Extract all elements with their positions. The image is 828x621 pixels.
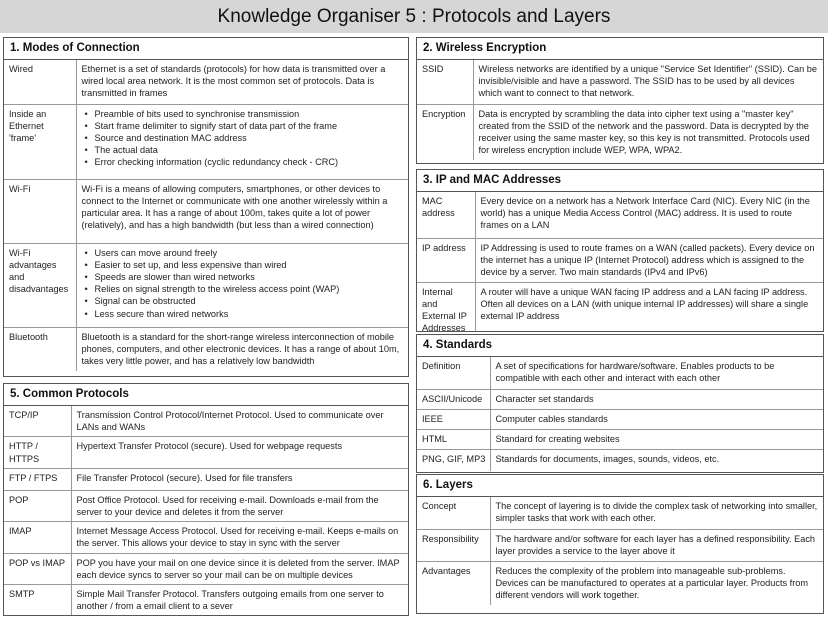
row-description: Wi-Fi is a means of allowing computers, smartphones, or other devices to connect to the Internet or communicate with one another wirelessly within a particular area. It has a range of about 100m, takes quite a lot of power (relatively), and has a high bandwidth (but less than a wired connection) bbox=[76, 179, 408, 243]
table-row bbox=[417, 409, 823, 429]
row-term: HTML bbox=[417, 429, 490, 449]
row-description: Ethernet is a set of standards (protocols) for how data is transmitted over a wired local area network. It is the most common set of protocols. Data is transmitted in frames bbox=[81, 64, 386, 99]
row-description: Standard for creating websites bbox=[490, 429, 823, 449]
bullet-list bbox=[82, 108, 405, 169]
bullet-item: • Start frame delimiter to signify start of data part of the frame bbox=[82, 120, 405, 132]
row-term: Wi-Fi bbox=[4, 179, 76, 243]
table-row bbox=[417, 238, 823, 282]
table-row bbox=[4, 522, 408, 553]
section-heading: 4. Standards bbox=[417, 335, 823, 357]
row-description: POP you have your mail on one device since it is deleted from the server. IMAP each device syncs to server so your mail can be on multiple devices bbox=[71, 553, 408, 584]
table-row bbox=[417, 497, 823, 529]
row-term: TCP/IP bbox=[4, 406, 71, 437]
row-description: Bluetooth is a standard for the short-range wireless interconnection of mobile phones, computers, and other electronic devices. It has a range of about 10m, takes very little power, and has a relatively low bandwidth bbox=[76, 327, 408, 371]
bullet-list bbox=[82, 247, 405, 320]
section-table bbox=[417, 60, 823, 160]
section-table bbox=[417, 192, 823, 332]
table-row bbox=[417, 529, 823, 561]
row-description: Character set standards bbox=[490, 389, 823, 409]
row-description: Hypertext Transfer Protocol (secure). Used for webpage requests bbox=[71, 437, 408, 468]
section-heading: 2. Wireless Encryption bbox=[417, 38, 823, 60]
row-bullet-list bbox=[76, 104, 408, 179]
row-term: Definition bbox=[417, 357, 490, 389]
row-description: The concept of layering is to divide the complex task of networking into smaller, simpler tasks that work with each other. bbox=[495, 501, 818, 524]
row-term: IP address bbox=[417, 238, 475, 282]
table-row bbox=[4, 179, 408, 243]
page-title: Knowledge Organiser 5 : Protocols and Layers bbox=[0, 0, 828, 33]
row-term: SMTP bbox=[4, 585, 71, 616]
row-description: Post Office Protocol. Used for receiving e-mail. Downloads e-mail from the server to your device and deletes it from the server bbox=[71, 490, 408, 521]
section-layers bbox=[416, 474, 824, 614]
row-description: Data is encrypted by scrambling the data into cipher text using a "master key" created from the SSID of the network and the password. Data is decrypted by the receiver using the same master key, so this key is not transmitted. Protocols used for wireless encryption include WEP, WPA, WPA2. bbox=[473, 104, 823, 160]
section-table bbox=[417, 497, 823, 605]
section-wireless-encryption bbox=[416, 37, 824, 164]
table-row bbox=[417, 561, 823, 605]
section-standards bbox=[416, 334, 824, 473]
table-row bbox=[4, 490, 408, 521]
table-row bbox=[417, 389, 823, 409]
row-description: Standards for documents, images, sounds, videos, etc. bbox=[490, 449, 823, 471]
row-term: Wi-Fi advantages and disadvantages bbox=[4, 243, 76, 327]
table-row bbox=[4, 327, 408, 371]
row-term: IMAP bbox=[4, 522, 71, 553]
table-row bbox=[4, 585, 408, 616]
section-heading: 3. IP and MAC Addresses bbox=[417, 170, 823, 192]
row-description: A router will have a unique WAN facing IP address and a LAN facing IP address. Often all devices on a LAN (with unique internal IP addresses) will share a single external IP address bbox=[475, 282, 823, 332]
table-row bbox=[4, 243, 408, 327]
row-term: Responsibility bbox=[417, 529, 490, 561]
row-description: Transmission Control Protocol/Internet Protocol. Used to communicate over LANs and WANs bbox=[76, 410, 384, 433]
bullet-item: • Speeds are slower than wired networks bbox=[82, 271, 405, 283]
section-common-protocols bbox=[3, 383, 409, 616]
bullet-item: • Signal can be obstructed bbox=[82, 295, 405, 307]
row-term: ASCII/Unicode bbox=[417, 389, 490, 409]
section-ip-and-mac-addresses bbox=[416, 169, 824, 332]
table-row bbox=[417, 429, 823, 449]
row-description: Wireless networks are identified by a unique "Service Set Identifier" (SSID). Can be invisible/visible and have a password. The SSID has to be used by all devices which want to connect to that network. bbox=[478, 64, 817, 99]
section-heading: 1. Modes of Connection bbox=[4, 38, 408, 60]
bullet-item: • Users can move around freely bbox=[82, 247, 405, 259]
row-term: POP bbox=[4, 490, 71, 521]
row-term: IEEE bbox=[417, 409, 490, 429]
row-term: PNG, GIF, MP3 bbox=[417, 449, 490, 471]
row-term: FTP / FTPS bbox=[4, 468, 71, 490]
row-term: Advantages bbox=[417, 561, 490, 605]
row-description: Simple Mail Transfer Protocol. Transfers outgoing emails from one server to another / from a email client to a sever bbox=[71, 585, 408, 616]
table-row bbox=[4, 406, 408, 437]
bullet-item: • Less secure than wired networks bbox=[82, 308, 405, 320]
row-description: Every device on a network has a Network Interface Card (NIC). Every NIC (in the world) has a unique Media Access Control (MAC) address. It is used to route frames on a LAN bbox=[480, 196, 810, 231]
row-term: Wired bbox=[4, 60, 76, 104]
row-description: IP Addressing is used to route frames on a WAN (called packets). Every device on the internet has a unique IP (Internet Protocol) address which is assigned to the device by a server. Two main standards (IPv4 and IPv6) bbox=[475, 238, 823, 282]
row-description: File Transfer Protocol (secure). Used for file transfers bbox=[71, 468, 408, 490]
row-term: HTTP / HTTPS bbox=[4, 437, 71, 468]
table-row bbox=[417, 449, 823, 471]
row-term: Inside an Ethernet 'frame' bbox=[4, 104, 76, 179]
table-row bbox=[417, 282, 823, 332]
bullet-item: • Source and destination MAC address bbox=[82, 132, 405, 144]
bullet-item: • Easier to set up, and less expensive than wired bbox=[82, 259, 405, 271]
row-bullet-list bbox=[76, 243, 408, 327]
table-row bbox=[417, 357, 823, 389]
section-modes-of-connection bbox=[3, 37, 409, 377]
row-description: A set of specifications for hardware/software. Enables products to be compatible with each other and interact with each other bbox=[495, 361, 775, 384]
row-term: Concept bbox=[417, 497, 490, 529]
row-term: POP vs IMAP bbox=[4, 553, 71, 584]
section-heading: 5. Common Protocols bbox=[4, 384, 408, 406]
table-row bbox=[4, 468, 408, 490]
section-heading: 6. Layers bbox=[417, 475, 823, 497]
section-table bbox=[417, 357, 823, 471]
row-description: The hardware and/or software for each layer has a defined responsibility. Each layer provides a service to the layer above it bbox=[490, 529, 823, 561]
table-row bbox=[417, 60, 823, 104]
bullet-item: • Relies on signal strength to the wireless access point (WAP) bbox=[82, 283, 405, 295]
row-term: Bluetooth bbox=[4, 327, 76, 371]
bullet-item: • The actual data bbox=[82, 144, 405, 156]
row-description: Reduces the complexity of the problem into manageable sub-problems. Devices can be manufactured to operates at a particular layer. Products from different vendors will work together. bbox=[490, 561, 823, 605]
section-table bbox=[4, 406, 408, 615]
row-description: Computer cables standards bbox=[490, 409, 823, 429]
row-term: Encryption bbox=[417, 104, 473, 160]
row-term: SSID bbox=[417, 60, 473, 104]
bullet-item: • Preamble of bits used to synchronise transmission bbox=[82, 108, 405, 120]
bullet-item: • Error checking information (cyclic redundancy check - CRC) bbox=[82, 156, 405, 168]
table-row bbox=[4, 437, 408, 468]
row-term: Internal and External IP Addresses bbox=[417, 282, 475, 332]
table-row bbox=[4, 553, 408, 584]
section-table bbox=[4, 60, 408, 371]
table-row bbox=[417, 104, 823, 160]
table-row bbox=[4, 104, 408, 179]
table-row bbox=[4, 60, 408, 104]
table-row bbox=[417, 192, 823, 238]
row-term: MAC address bbox=[417, 192, 475, 238]
row-description: Internet Message Access Protocol. Used for receiving e-mail. Keeps e-mails on the server. This allows your device to stay in sync with the server bbox=[71, 522, 408, 553]
